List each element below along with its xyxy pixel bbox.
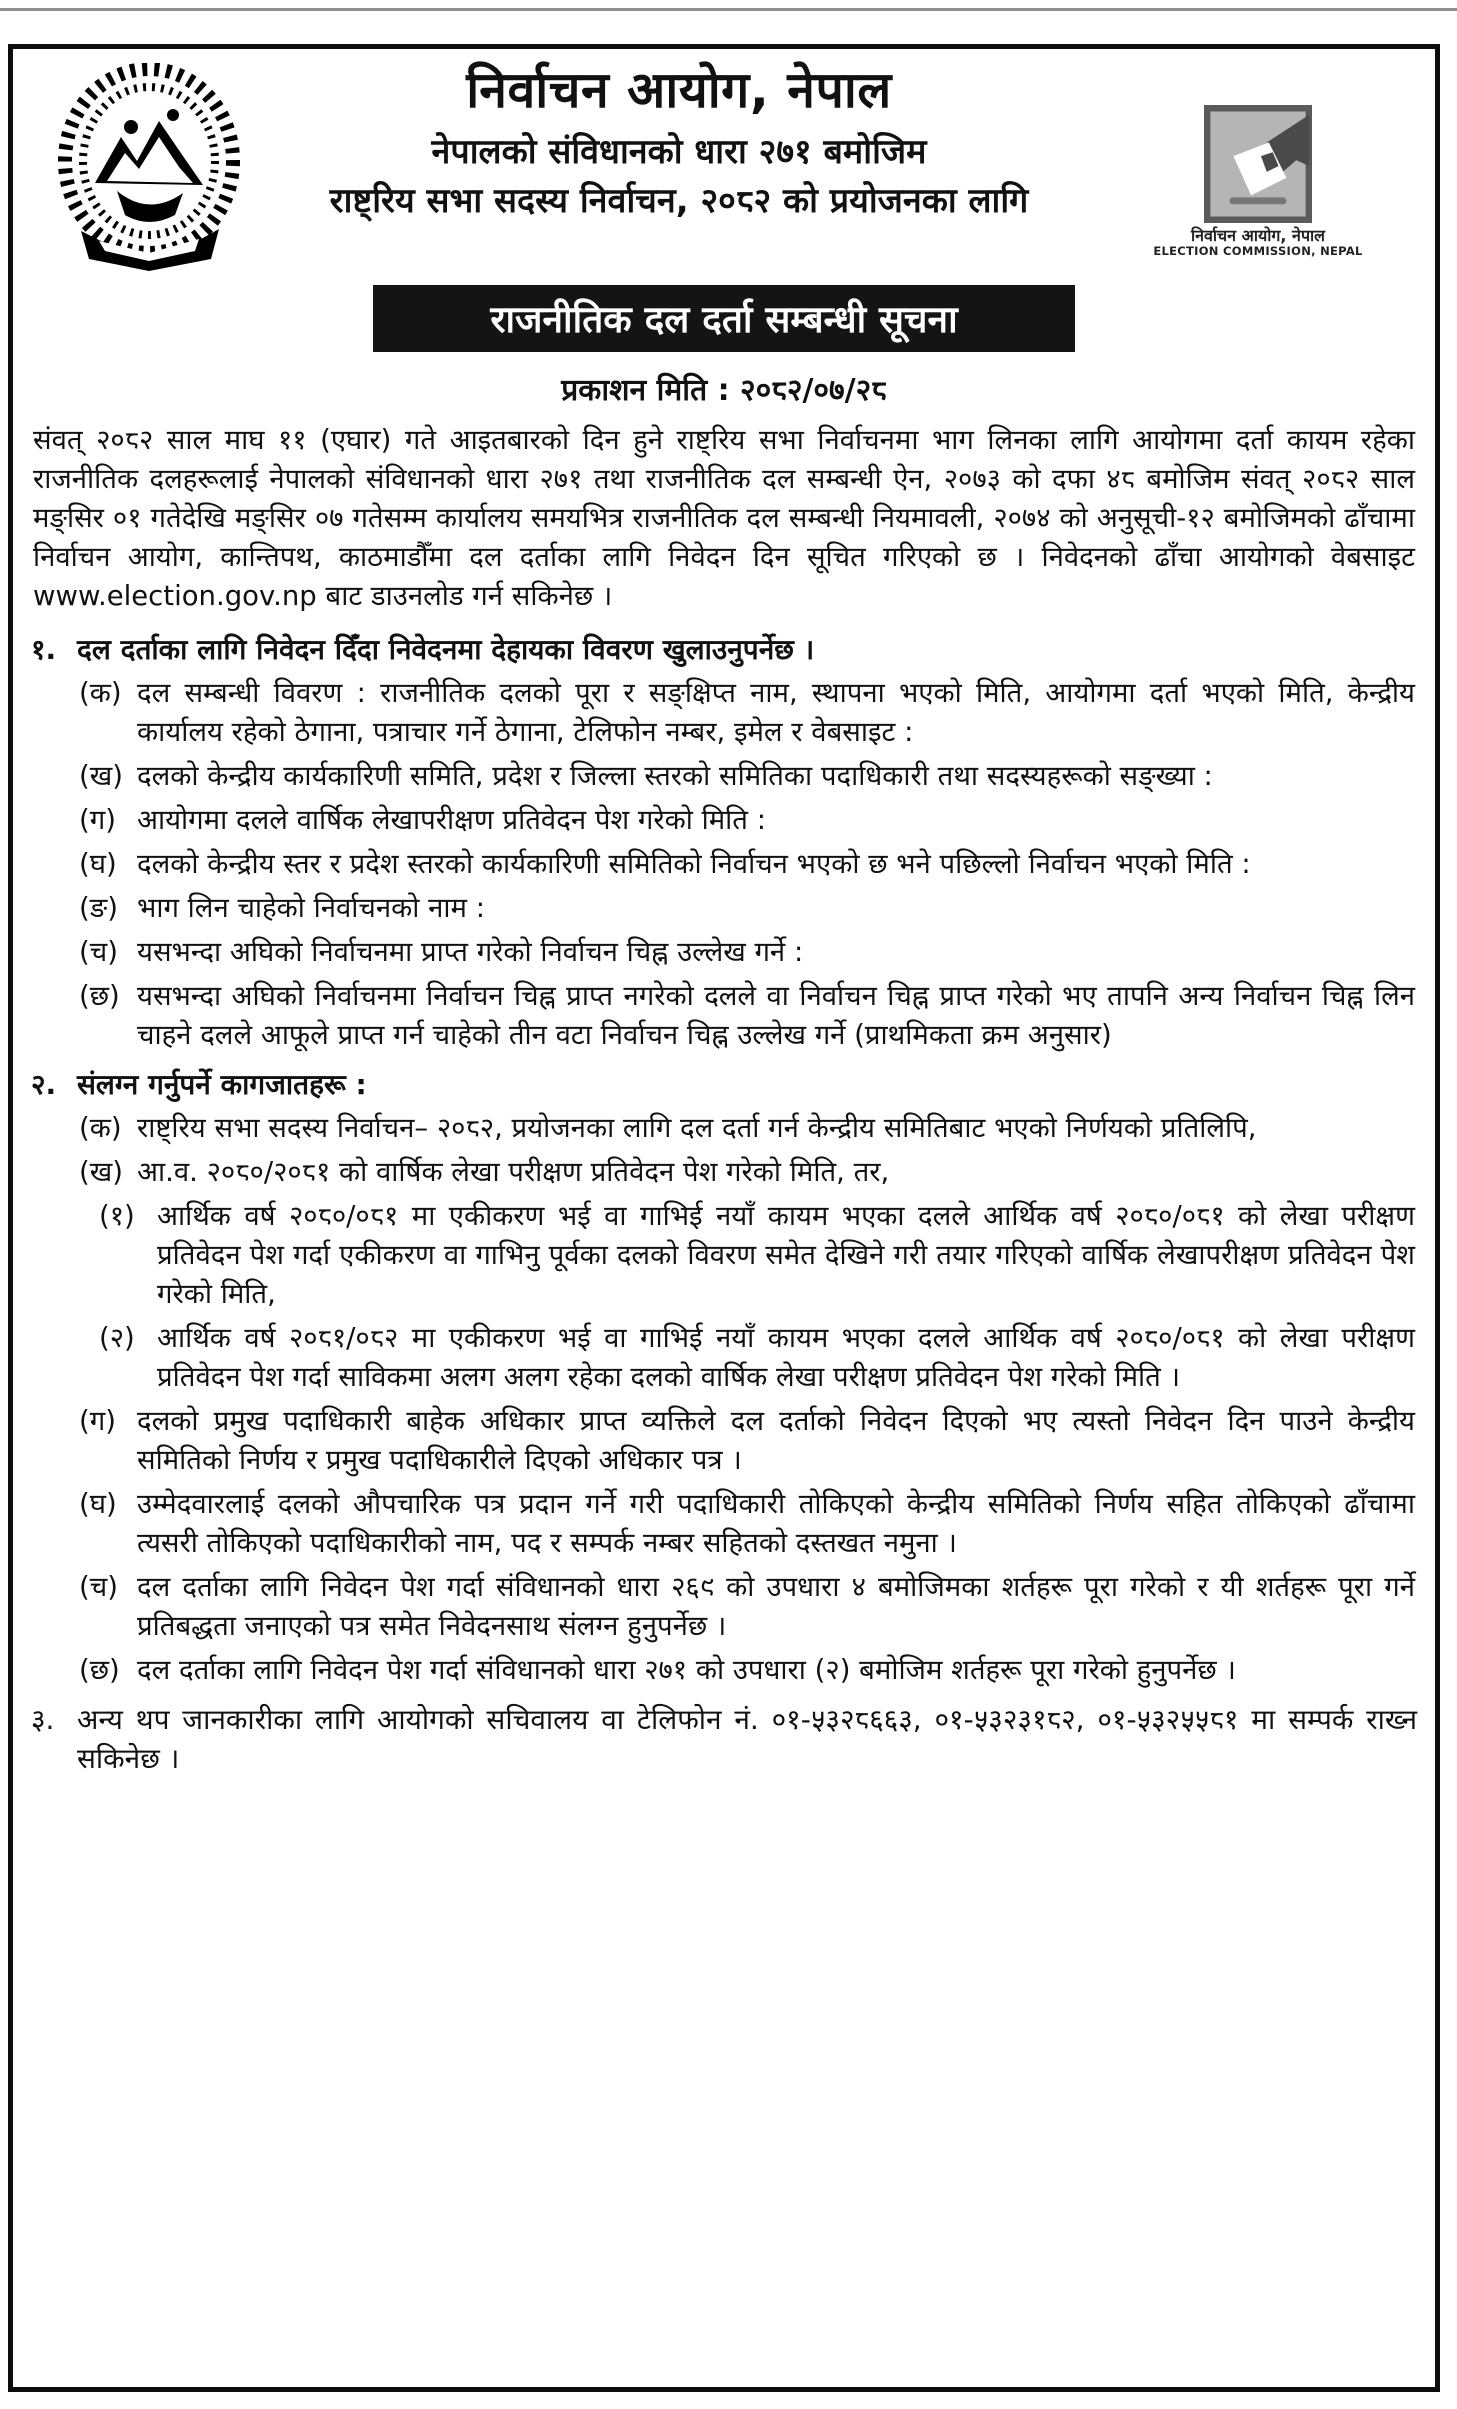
- ballot-box-icon: [1204, 105, 1312, 223]
- section-3-row: [31, 1700, 1417, 1778]
- notice-header: [31, 59, 1417, 281]
- list-item: [31, 889, 1417, 928]
- list-item: [31, 933, 1417, 972]
- section-3-text: अन्य थप जानकारीका लागि आयोगको सचिवालय वा टेलिफोन नं. ०१-५३२८६६३, ०१-५३२३१८२, ०१-५३२५५८१ मा सम्पर्क राख्न सकिनेछ ।: [77, 1703, 1417, 1775]
- list-item: [31, 1485, 1417, 1563]
- section-2: [31, 1065, 1417, 1690]
- sections: [31, 630, 1417, 1778]
- item-label: (ख): [79, 760, 123, 792]
- header-subtitle-article: नेपालको संविधानको धारा २७१ बमोजिम: [431, 132, 927, 172]
- section-2-number: २.: [31, 1068, 57, 1101]
- section-3-number: ३.: [31, 1703, 55, 1736]
- notice-border-box: [8, 44, 1440, 2392]
- item-text: यसभन्दा अघिको निर्वाचनमा निर्वाचन चिह्न प्राप्त नगरेको दलले वा निर्वाचन चिह्न प्राप्त गरेको भए तापनि अन्य निर्वाचन चिह्न लिन चाहने दलले आफूले प्राप्त गर्न चाहेको तीन वटा निर्वाचन चिह्न उल्लेख गर्ने (प्राथमिकता क्रम अनुसार): [137, 980, 1415, 1051]
- subitem-text: आर्थिक वर्ष २०८१/०८२ मा एकीकरण भई वा गाभिई नयाँ कायम भएका दलले आर्थिक वर्ष २०८०/०८१ को लेखा परीक्षण प्रतिवेदन पेश गर्दा साविकमा अलग अलग रहेका दलको वार्षिक लेखा परीक्षण प्रतिवेदन पेश गरेको मिति ।: [157, 1322, 1415, 1393]
- subitems: [31, 1197, 1417, 1397]
- item-label: (घ): [79, 1488, 117, 1520]
- item-text: यसभन्दा अघिको निर्वाचनमा प्राप्त गरेको निर्वाचन चिह्न उल्लेख गर्ने :: [137, 936, 804, 968]
- item-text: आयोगमा दलले वार्षिक लेखापरीक्षण प्रतिवेदन पेश गरेको मिति :: [137, 804, 766, 836]
- list-item: [31, 845, 1417, 884]
- list-item: [31, 801, 1417, 840]
- item-text: दलको केन्द्रीय कार्यकारिणी समिति, प्रदेश र जिल्ला स्तरको समितिका पदाधिकारी तथा सदस्यहरूको सङ्ख्या :: [137, 760, 1213, 792]
- item-text: दल सम्बन्धी विवरण : राजनीतिक दलको पूरा र सङ्क्षिप्त नाम, स्थापना भएको मिति, आयोगमा दर्ता भएको मिति, केन्द्रीय कार्यालय रहेको ठेगाना, पत्राचार गर्ने ठेगाना, टेलिफोन नम्बर, इमेल र वेबसाइट :: [137, 677, 1415, 748]
- list-item: [31, 674, 1417, 752]
- item-label: (ख): [79, 1156, 123, 1188]
- section-3: [31, 1700, 1417, 1778]
- item-label: (च): [79, 1571, 118, 1603]
- subitem-text: आर्थिक वर्ष २०८०/०८१ मा एकीकरण भई वा गाभिई नयाँ कायम भएका दलले आर्थिक वर्ष २०८०/०८१ को लेखा परीक्षण प्रतिवेदन पेश गर्दा एकीकरण वा गाभिनु पूर्वका दलको विवरण समेत देखिने गरी तयार गरिएको वार्षिक लेखापरीक्षण प्रतिवेदन पेश गरेको मिति,: [157, 1200, 1415, 1310]
- item-text: दल दर्ताका लागि निवेदन पेश गर्दा संविधानको धारा २७१ को उपधारा (२) बमोजिम शर्तहरू पूरा गरेको हुनुपर्नेछ ।: [137, 1654, 1236, 1686]
- list-item: [31, 1651, 1417, 1690]
- item-text: राष्ट्रिय सभा सदस्य निर्वाचन– २०८२, प्रयोजनका लागि दल दर्ता गर्न केन्द्रीय समितिबाट भएको निर्णयको प्रतिलिपि,: [137, 1112, 1257, 1144]
- ecn-caption-english: ELECTION COMMISSION, NEPAL: [1153, 244, 1363, 258]
- item-text: दलको प्रमुख पदाधिकारी बाहेक अधिकार प्राप्त व्यक्तिले दल दर्ताको निवेदन दिएको भए त्यस्तो निवेदन दिन पाउने केन्द्रीय समितिको निर्णय र प्रमुख पदाधिकारीले दिएको अधिकार पत्र ।: [137, 1405, 1415, 1476]
- item-text: भाग लिन चाहेको निर्वाचनको नाम :: [137, 892, 485, 924]
- sub-list-item: [31, 1319, 1417, 1397]
- header-titles: [251, 59, 1107, 225]
- item-text: दल दर्ताका लागि निवेदन पेश गर्दा संविधानको धारा २६९ को उपधारा ४ बमोजिमका शर्तहरू पूरा गरेको र यी शर्तहरू पूरा गर्ने प्रतिबद्धता जनाएको पत्र समेत निवेदनसाथ संलग्न हुनुपर्नेछ ।: [137, 1571, 1415, 1642]
- section-1-items: [31, 674, 1417, 1055]
- section-2-items: [31, 1109, 1417, 1690]
- org-title: निर्वाचन आयोग, नेपाल: [466, 61, 892, 119]
- item-label: (घ): [79, 848, 117, 880]
- section-2-heading: संलग्न गर्नुपर्ने कागजातहरू :: [77, 1068, 367, 1101]
- item-text: उम्मेदवारलाई दलको औपचारिक पत्र प्रदान गर्ने गरी पदाधिकारी तोकिएको केन्द्रीय समितिको निर्णय सहित तोकिएको ढाँचामा त्यसरी तोकिएको पदाधिकारीको नाम, पद र सम्पर्क नम्बर सहितको दस्तखत नमुना ।: [137, 1488, 1415, 1559]
- item-label: (छ): [79, 1654, 120, 1686]
- sub-list-item: [31, 1197, 1417, 1314]
- ecn-caption-nepali: निर्वाचन आयोग, नेपाल: [1190, 226, 1326, 245]
- item-label: (क): [79, 677, 122, 709]
- notice-banner-title: राजनीतिक दल दर्ता सम्बन्धी सूचना: [373, 285, 1075, 352]
- section-1-number: १.: [31, 633, 57, 666]
- list-item: [31, 1402, 1417, 1480]
- nepal-emblem: [47, 63, 251, 275]
- item-label: (ङ): [79, 892, 118, 924]
- list-item: [31, 1109, 1417, 1148]
- list-item: [31, 977, 1417, 1055]
- list-item: [31, 1153, 1417, 1192]
- item-text: आ.व. २०८०/२०८१ को वार्षिक लेखा परीक्षण प्रतिवेदन पेश गरेको मिति, तर,: [137, 1156, 890, 1188]
- section-1-heading-row: [31, 630, 1417, 669]
- header-subtitle-purpose: राष्ट्रिय सभा सदस्य निर्वाचन, २०८२ को प्रयोजनका लागि: [329, 181, 1029, 221]
- section-2-heading-row: [31, 1065, 1417, 1104]
- list-item: [31, 1568, 1417, 1646]
- section-1-heading: दल दर्ताका लागि निवेदन दिँदा निवेदनमा देहायका विवरण खुलाउनुपर्नेछ ।: [77, 633, 815, 666]
- top-divider: [0, 8, 1457, 11]
- publish-date: प्रकाशन मिति : २०८२/०७/२८: [561, 373, 887, 408]
- list-item: [31, 757, 1417, 796]
- intro-paragraph: संवत् २०८२ साल माघ ११ (एघार) गते आइतबारको दिन हुने राष्ट्रिय सभा निर्वाचनमा भाग लिनका लागि आयोगमा दर्ता कायम रहेका राजनीतिक दलहरूलाई नेपालको संविधानको धारा २७१ तथा राजनीतिक दल सम्बन्धी ऐन, २०७३ को दफा ४८ बमोजिम संवत् २०८२ साल मङ्सिर ०१ गतेदेखि मङ्सिर ०७ गतेसम्म कार्यालय समयभित्र राजनीतिक दल सम्बन्धी नियमावली, २०७४ को अनुसूची-१२ बमोजिमको ढाँचामा निर्वाचन आयोग, कान्तिपथ, काठमाडौँमा दल दर्ताका लागि निवेदन दिन सूचित गरिएको छ । निवेदनको ढाँचा आयोगको वेबसाइट www.election.gov.np बाट डाउनलोड गर्न सकिनेछ ।: [33, 424, 1415, 612]
- ecn-logo-block: [1113, 105, 1403, 258]
- item-label: (क): [79, 1112, 122, 1144]
- item-label: (च): [79, 936, 118, 968]
- item-label: (ग): [79, 804, 116, 836]
- subitem-label: (२): [99, 1322, 135, 1354]
- item-text: दलको केन्द्रीय स्तर र प्रदेश स्तरको कार्यकारिणी समितिको निर्वाचन भएको छ भने पछिल्लो निर्वाचन भएको मिति :: [137, 848, 1251, 880]
- section-1: [31, 630, 1417, 1055]
- subitem-label: (१): [99, 1200, 135, 1232]
- item-label: (ग): [79, 1405, 116, 1437]
- list-item-with-subitems: [31, 1153, 1417, 1397]
- item-label: (छ): [79, 980, 120, 1012]
